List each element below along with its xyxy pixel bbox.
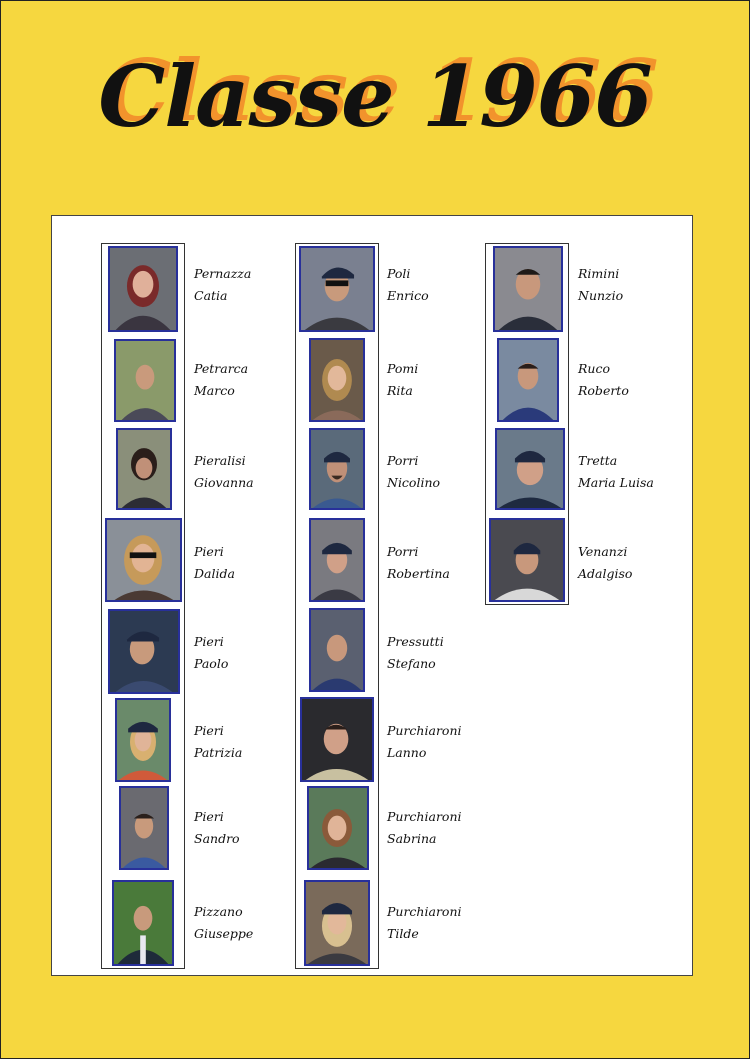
- portrait-photo: [495, 428, 565, 510]
- person-surname: Pernazza: [194, 266, 252, 281]
- portrait-photo: [309, 518, 365, 602]
- title-area: [1, 47, 749, 146]
- person-given-name: Sabrina: [387, 831, 437, 846]
- person-given-name: Lanno: [387, 745, 427, 760]
- portrait-photo: [307, 786, 369, 870]
- person-given-name: Tilde: [387, 926, 419, 941]
- person-surname: Pieralisi: [194, 453, 246, 468]
- person-surname: Pizzano: [194, 904, 243, 919]
- person-given-name: Adalgiso: [578, 566, 633, 581]
- person-given-name: Nicolino: [387, 475, 441, 490]
- portrait-photo: [114, 339, 176, 422]
- person-surname: Purchiaroni: [387, 809, 462, 824]
- portrait-photo: [108, 246, 178, 332]
- person-surname: Ruco: [578, 361, 610, 376]
- person-given-name: Marco: [194, 383, 235, 398]
- person-surname: Pieri: [194, 723, 224, 738]
- person-given-name: Stefano: [387, 656, 436, 671]
- person-surname: Purchiaroni: [387, 723, 462, 738]
- person-surname: Purchiaroni: [387, 904, 462, 919]
- page-title: Classe 1966: [98, 47, 652, 146]
- portrait-photo: [493, 246, 563, 332]
- roster-panel: [51, 215, 693, 976]
- person-surname: Poli: [387, 266, 411, 281]
- person-given-name: Giuseppe: [194, 926, 254, 941]
- person-surname: Rimini: [578, 266, 620, 281]
- portrait-photo: [309, 608, 365, 692]
- portrait-photo: [299, 246, 375, 332]
- person-surname: Pieri: [194, 809, 224, 824]
- portrait-photo: [105, 518, 182, 602]
- person-given-name: Robertina: [387, 566, 450, 581]
- person-given-name: Dalida: [194, 566, 235, 581]
- person-surname: Pressutti: [387, 634, 444, 649]
- person-given-name: Enrico: [387, 288, 429, 303]
- person-surname: Pieri: [194, 634, 224, 649]
- person-surname: Pomi: [387, 361, 419, 376]
- portrait-photo: [112, 880, 174, 966]
- portrait-photo: [108, 609, 180, 694]
- person-given-name: Paolo: [194, 656, 229, 671]
- person-given-name: Sandro: [194, 831, 240, 846]
- portrait-photo: [497, 338, 559, 422]
- person-given-name: Nunzio: [578, 288, 624, 303]
- person-surname: Venanzi: [578, 544, 628, 559]
- person-given-name: Roberto: [578, 383, 629, 398]
- person-surname: Pieri: [194, 544, 224, 559]
- person-given-name: Maria Luisa: [578, 475, 654, 490]
- person-given-name: Patrizia: [194, 745, 243, 760]
- person-given-name: Catia: [194, 288, 228, 303]
- portrait-photo: [309, 428, 365, 510]
- person-given-name: Rita: [387, 383, 413, 398]
- person-given-name: Giovanna: [194, 475, 254, 490]
- person-surname: Tretta: [578, 453, 618, 468]
- portrait-photo: [116, 428, 172, 510]
- person-surname: Petrarca: [194, 361, 249, 376]
- portrait-photo: [309, 338, 365, 422]
- person-surname: Porri: [387, 544, 419, 559]
- portrait-photo: [119, 786, 169, 870]
- portrait-photo: [115, 698, 171, 782]
- person-surname: Porri: [387, 453, 419, 468]
- portrait-photo: [300, 697, 374, 782]
- portrait-photo: [304, 880, 370, 966]
- portrait-photo: [489, 518, 565, 602]
